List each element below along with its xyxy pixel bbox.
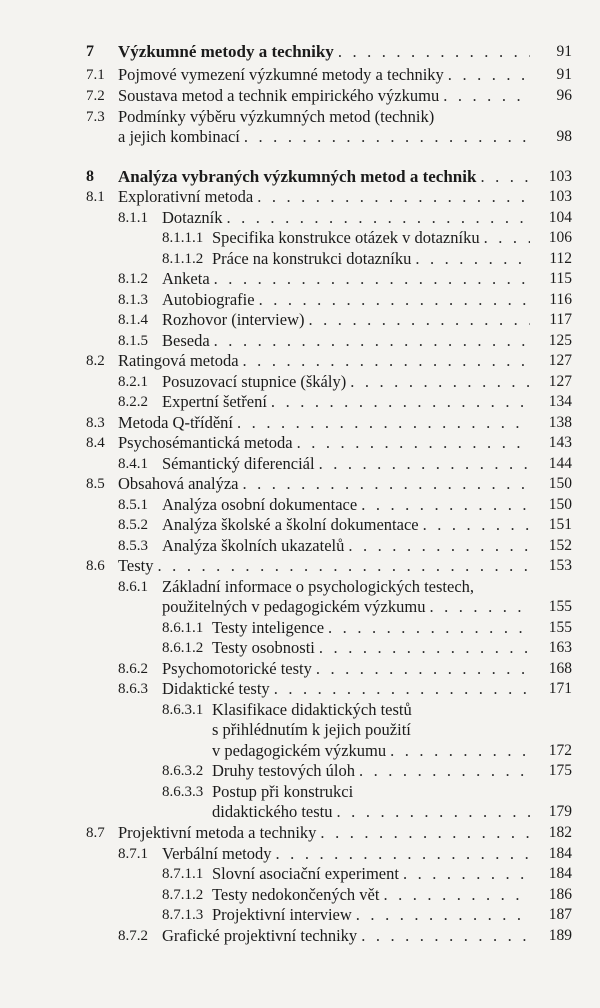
dot-leader: [237, 412, 530, 434]
toc-entry-title: použitelných v pedagogickém výzkumu: [162, 597, 426, 616]
toc-entry-page: 186: [548, 886, 572, 903]
dot-leader: [390, 740, 530, 762]
toc-entry-title: Psychosémantická metoda: [118, 433, 293, 452]
toc-entry-title: Didaktické testy: [162, 679, 270, 698]
dot-leader: [429, 596, 530, 618]
toc-entry-title: Pojmové vymezení výzkumné metody a techniky: [118, 65, 444, 84]
dot-leader: [271, 391, 530, 413]
toc-entry-title: Slovní asociační experiment: [212, 864, 399, 883]
dot-leader: [337, 801, 530, 823]
dot-leader: [158, 555, 530, 577]
toc-entry-page: 112: [549, 250, 572, 267]
toc-entry-title: Klasifikace didaktických testů: [212, 700, 412, 719]
toc-entry-title: Posuzovací stupnice (škály): [162, 372, 347, 391]
toc-entry-title: Analýza školské a školní dokumentace: [162, 515, 419, 534]
toc-entry-title: Druhy testových úloh: [212, 761, 355, 780]
toc-entry-page: 125: [548, 332, 572, 349]
toc-entry-page: 151: [548, 516, 572, 533]
toc-entry-title: Autobiografie: [162, 290, 255, 309]
dot-leader: [361, 925, 530, 947]
toc-entry-title: Analýza školních ukazatelů: [162, 536, 345, 555]
toc-entry-number: 7.2: [86, 88, 105, 104]
toc-entry-page: 96: [556, 87, 572, 104]
dot-leader: [443, 85, 530, 107]
toc-entry-title: Testy osobnosti: [212, 638, 315, 657]
toc-entry-number: 8.2: [86, 353, 105, 369]
toc-entry-page: 153: [548, 557, 572, 574]
dot-leader: [383, 884, 530, 906]
dot-leader: [319, 637, 530, 659]
toc-entry-title: Ratingová metoda: [118, 351, 239, 370]
dot-leader: [403, 863, 530, 885]
toc-entry-title: Postup při konstrukci: [212, 782, 354, 801]
toc-entry-page: 189: [548, 927, 572, 944]
toc-entry-number: 8.6.3.1: [162, 702, 204, 718]
toc-entry-title: Soustava metod a technik empirického výzkumu: [118, 86, 440, 105]
toc-entry-title: Verbální metody: [162, 844, 272, 863]
dot-leader: [257, 186, 530, 208]
toc-entry-title: v pedagogickém výzkumu: [212, 741, 387, 760]
toc-entry-title: Beseda: [162, 331, 210, 350]
dot-leader: [415, 248, 530, 270]
toc-entry-page: 150: [548, 496, 572, 513]
toc-entry-number: 7: [86, 43, 94, 60]
dot-leader: [319, 453, 530, 475]
toc-entry-number: 8.7.1.2: [162, 887, 204, 903]
dot-leader: [480, 166, 530, 188]
toc-entry-title: Dotazník: [162, 208, 223, 227]
toc-entry-title: Psychomotorické testy: [162, 659, 312, 678]
toc-entry-page: 175: [548, 762, 572, 779]
toc-entry-number: 8.2.1: [118, 374, 148, 390]
toc-entry-number: 8.5: [86, 476, 105, 492]
toc-entry-page: 184: [548, 845, 572, 862]
toc-entry-title: Analýza osobní dokumentace: [162, 495, 358, 514]
toc-entry-title: Metoda Q-třídění: [118, 413, 234, 432]
toc-entry-title: Základní informace o psychologických testech,: [162, 577, 475, 596]
dot-leader: [359, 760, 530, 782]
toc-entry-page: 91: [556, 43, 572, 60]
dot-leader: [484, 227, 530, 249]
toc-entry-number: 8: [86, 168, 94, 185]
toc-entry-page: 127: [548, 352, 572, 369]
toc-entry-page: 152: [548, 537, 572, 554]
dot-leader: [320, 822, 530, 844]
toc-entry-number: 8.5.3: [118, 538, 148, 554]
toc-entry-number: 8.7: [86, 825, 105, 841]
toc-entry-number: 8.1.3: [118, 292, 148, 308]
toc-entry-page: 106: [548, 229, 572, 246]
toc-entry-page: 179: [548, 803, 572, 820]
toc-entry-page: 115: [549, 270, 572, 287]
toc-entry: [0, 925, 600, 949]
toc-entry-title: Výzkumné metody a techniky: [118, 42, 334, 61]
toc-entry-page: 144: [548, 455, 572, 472]
toc-entry-title: s přihlédnutím k jejich použití: [212, 720, 411, 739]
toc-entry-number: 8.1.1.1: [162, 230, 204, 246]
toc-entry-number: 8.7.1.3: [162, 907, 204, 923]
toc-entry-page: 172: [548, 742, 572, 759]
toc-entry-number: 8.6.3: [118, 681, 148, 697]
toc-entry-number: 8.6: [86, 558, 105, 574]
toc-entry-number: 8.1.5: [118, 333, 148, 349]
toc-entry-page: 155: [548, 598, 572, 615]
dot-leader: [214, 268, 530, 290]
toc-entry-title: Podmínky výběru výzkumných metod (technik): [118, 107, 435, 126]
toc-entry-title: Explorativní metoda: [118, 187, 254, 206]
toc-entry-page: 163: [548, 639, 572, 656]
toc-entry-number: 8.1.1.2: [162, 251, 204, 267]
toc-entry-title: Projektivní interview: [212, 905, 352, 924]
toc-entry-number: 8.6.1: [118, 579, 148, 595]
toc-entry-page: 155: [548, 619, 572, 636]
toc-entry-number: 8.7.1.1: [162, 866, 204, 882]
dot-leader: [214, 330, 530, 352]
toc-entry-number: 8.5.2: [118, 517, 148, 533]
toc-entry-title: a jejich kombinací: [118, 127, 240, 146]
toc-entry-title: Práce na konstrukci dotazníku: [212, 249, 412, 268]
toc-entry-page: 116: [549, 291, 572, 308]
dot-leader: [338, 41, 530, 63]
toc-entry-number: 8.6.2: [118, 661, 148, 677]
toc-entry-page: 127: [548, 373, 572, 390]
toc-entry-page: 182: [548, 824, 572, 841]
toc-entry-page: 150: [548, 475, 572, 492]
toc-entry-page: 103: [548, 188, 572, 205]
toc-entry-number: 8.4.1: [118, 456, 148, 472]
toc-entry-number: 8.1.4: [118, 312, 148, 328]
toc-entry-title: Projektivní metoda a techniky: [118, 823, 317, 842]
toc-entry-title: Grafické projektivní techniky: [162, 926, 358, 945]
toc-entry-title: Sémantický diferenciál: [162, 454, 315, 473]
toc-entry-page: 171: [548, 680, 572, 697]
toc-entry-number: 8.7.2: [118, 928, 148, 944]
dot-leader: [348, 535, 530, 557]
dot-leader: [243, 473, 531, 495]
toc-entry-number: 7.1: [86, 67, 105, 83]
toc-entry-page: 104: [548, 209, 572, 226]
toc-entry-title: Rozhovor (interview): [162, 310, 305, 329]
toc-entry-page: 103: [548, 168, 572, 185]
toc-entry-number: 8.3: [86, 415, 105, 431]
toc-entry-page: 143: [548, 434, 572, 451]
toc-entry-page: 187: [548, 906, 572, 923]
dot-leader: [276, 843, 530, 865]
toc-entry-title: didaktického testu: [212, 802, 333, 821]
toc-entry-title: Analýza vybraných výzkumných metod a technik: [118, 167, 477, 186]
toc-entry-page: 98: [556, 128, 572, 145]
toc-entry-number: 8.6.3.2: [162, 763, 204, 779]
toc-entry-title: Testy: [118, 556, 154, 575]
dot-leader: [274, 678, 530, 700]
toc-entry-page: 134: [548, 393, 572, 410]
toc-entry-number: 8.1: [86, 189, 105, 205]
toc-entry-title: Testy inteligence: [212, 618, 325, 637]
dot-leader: [244, 126, 530, 148]
toc-entry-page: 138: [548, 414, 572, 431]
toc-entry-title: Specifika konstrukce otázek v dotazníku: [212, 228, 480, 247]
toc-entry-number: 8.2.2: [118, 394, 148, 410]
toc-entry-number: 8.5.1: [118, 497, 148, 513]
toc-entry-page: 117: [549, 311, 572, 328]
toc-entry-number: 8.4: [86, 435, 105, 451]
dot-leader: [309, 309, 531, 331]
toc-entry-number: 8.7.1: [118, 846, 148, 862]
toc-entry-title: Obsahová analýza: [118, 474, 239, 493]
dot-leader: [361, 494, 530, 516]
dot-leader: [448, 64, 530, 86]
dot-leader: [350, 371, 530, 393]
dot-leader: [243, 350, 530, 372]
toc-entry-title: Testy nedokončených vět: [212, 885, 380, 904]
toc-entry: [0, 126, 600, 150]
toc-entry-page: 91: [556, 66, 572, 83]
dot-leader: [423, 514, 530, 536]
toc-entry-number: 7.3: [86, 109, 105, 125]
dot-leader: [316, 658, 530, 680]
toc-entry: [0, 41, 600, 65]
toc-entry-number: 8.6.1.2: [162, 640, 204, 656]
dot-leader: [356, 904, 530, 926]
toc-entry-number: 8.6.1.1: [162, 620, 204, 636]
toc-entry-number: 8.6.3.3: [162, 784, 204, 800]
dot-leader: [328, 617, 530, 639]
dot-leader: [259, 289, 530, 311]
toc-entry-page: 168: [548, 660, 572, 677]
toc-entry-title: Anketa: [162, 269, 210, 288]
toc-entry-number: 8.1.2: [118, 271, 148, 287]
toc-entry-number: 8.1.1: [118, 210, 148, 226]
dot-leader: [297, 432, 530, 454]
dot-leader: [226, 207, 530, 229]
toc-entry-title: Expertní šetření: [162, 392, 267, 411]
toc-entry-page: 184: [548, 865, 572, 882]
